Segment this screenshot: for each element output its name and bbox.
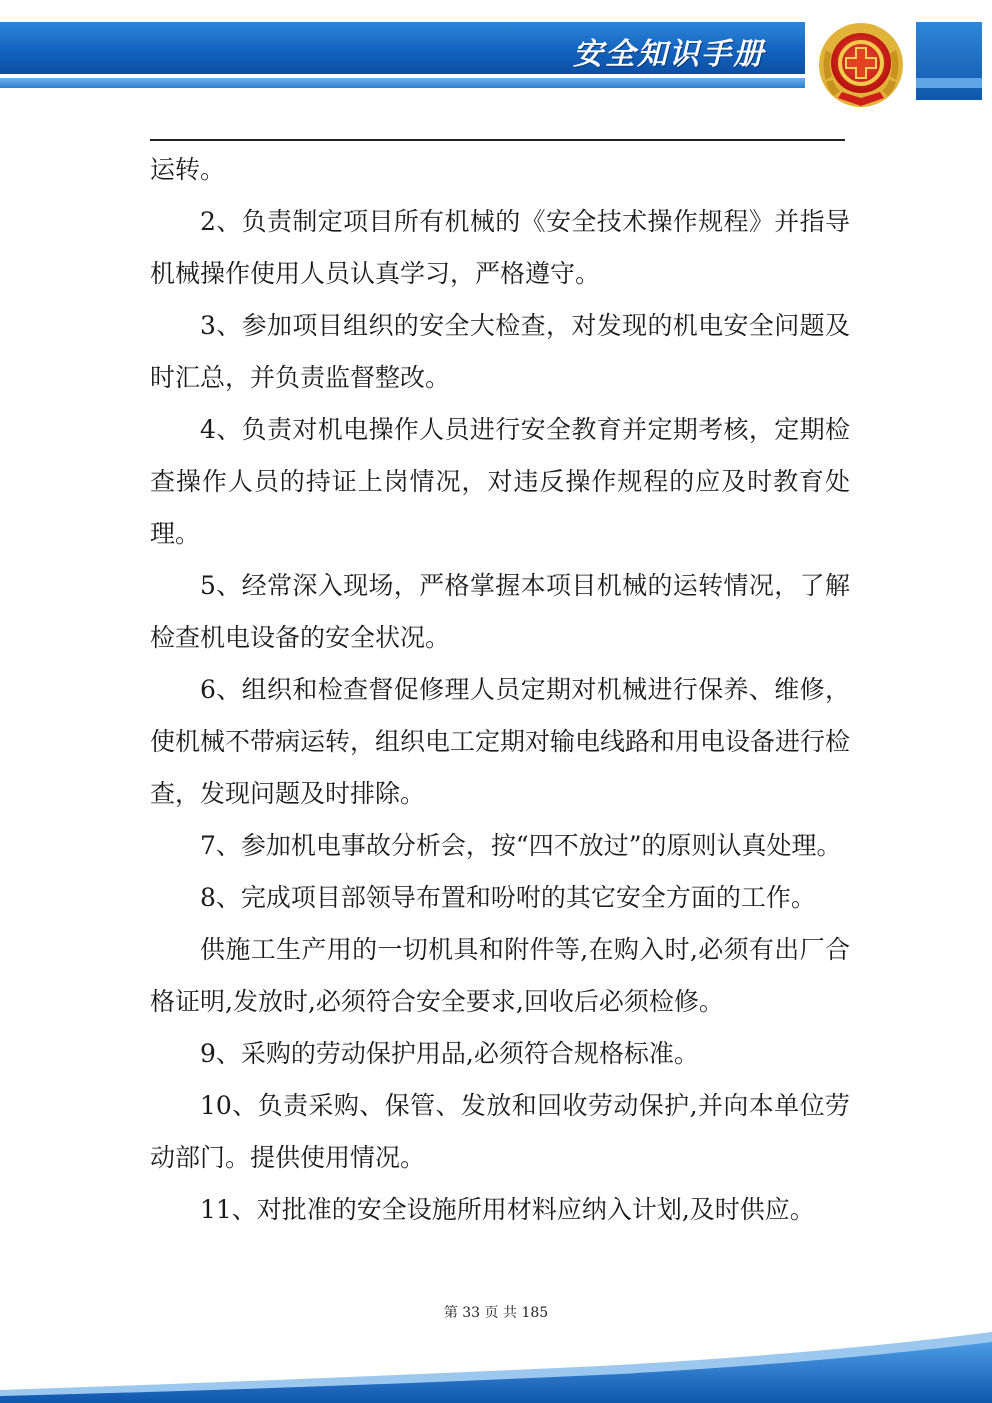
paragraph: 4、负责对机电操作人员进行安全教育并定期考核，定期检查操作人员的持证上岗情况，对违反操作规程的应及时教育处理。 <box>150 415 850 548</box>
header-strip <box>0 78 805 88</box>
paragraph: 3、参加项目组织的安全大检查，对发现的机电安全问题及时汇总，并负责监督整改。 <box>150 311 850 392</box>
header-rule <box>150 139 845 141</box>
paragraph: 11、对批准的安全设施所用材料应纳入计划,及时供应。 <box>200 1195 815 1224</box>
paragraph: 2、负责制定项目所有机械的《安全技术操作规程》并指导机械操作使用人员认真学习，严格遵守。 <box>150 207 850 288</box>
paragraph: 10、负责采购、保管、发放和回收劳动保护,并向本单位劳动部门。提供使用情况。 <box>150 1091 850 1172</box>
paragraph: 5、经常深入现场，严格掌握本项目机械的运转情况，了解检查机电设备的安全状况。 <box>150 571 850 652</box>
header-side-strip <box>916 78 982 88</box>
page-number: 第 33 页 共 185 <box>443 1305 549 1321</box>
paragraph: 7、参加机电事故分析会，按“四不放过”的原则认真处理。 <box>200 831 842 860</box>
safety-emblem-icon <box>816 20 906 110</box>
paragraph: 运转。 <box>150 155 226 184</box>
paragraph: 6、组织和检查督促修理人员定期对机械进行保养、维修，使机械不带病运转，组织电工定期对输电线路和用电设备进行检查，发现问题及时排除。 <box>150 675 851 808</box>
paragraph: 9、采购的劳动保护用品,必须符合规格标准。 <box>200 1039 699 1068</box>
paragraph: 8、完成项目部领导布置和吩咐的其它安全方面的工作。 <box>200 883 816 912</box>
header-band <box>0 22 805 74</box>
paragraph: 供施工生产用的一切机具和附件等,在购入时,必须有出厂合格证明,发放时,必须符合安全要求,回收后必须检修。 <box>150 935 850 1016</box>
header-title: 安全知识手册 <box>573 37 765 72</box>
footer-wave <box>0 1328 992 1403</box>
header-side-block <box>916 22 982 100</box>
document-body <box>150 144 850 1236</box>
